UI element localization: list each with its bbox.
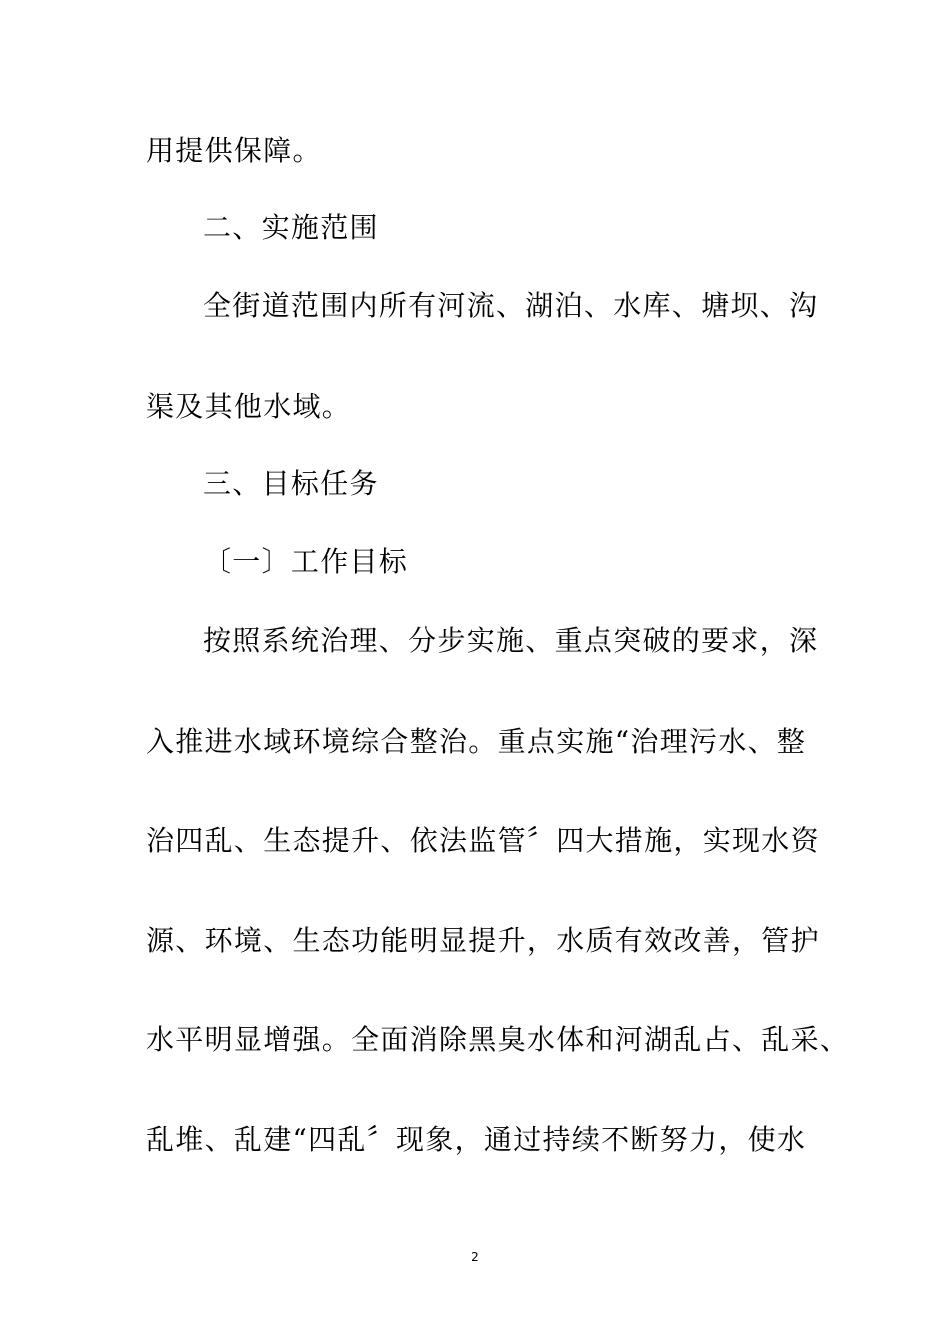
paragraph-line: 治四乱、生态提升、依法监管〞四大措施，实现水资 bbox=[146, 824, 820, 857]
paragraph-line: 水平明显增强。全面消除黑臭水体和河湖乱占、乱采、 bbox=[146, 1023, 850, 1056]
paragraph-line: 源、环境、生态功能明显提升，水质有效改善，管护 bbox=[146, 924, 820, 957]
paragraph-line: 入推进水域环境综合整治。重点实施“治理污水、整 bbox=[146, 725, 807, 758]
page-number: 2 bbox=[471, 1250, 479, 1264]
section-heading: 三、目标任务 bbox=[203, 467, 379, 500]
paragraph-line: 按照系统治理、分步实施、重点突破的要求，深 bbox=[203, 624, 819, 657]
paragraph-line: 用提供保障。 bbox=[146, 134, 322, 167]
paragraph-line: 乱堆、乱建“四乱〞现象，通过持续不断努力，使水 bbox=[146, 1123, 807, 1156]
paragraph-line: 全街道范围内所有河流、湖泊、水库、塘坝、沟 bbox=[203, 289, 819, 322]
paragraph-line: 渠及其他水域。 bbox=[146, 390, 352, 423]
subsection-heading: 〔一〕工作目标 bbox=[203, 545, 409, 578]
section-heading: 二、实施范围 bbox=[203, 211, 379, 244]
